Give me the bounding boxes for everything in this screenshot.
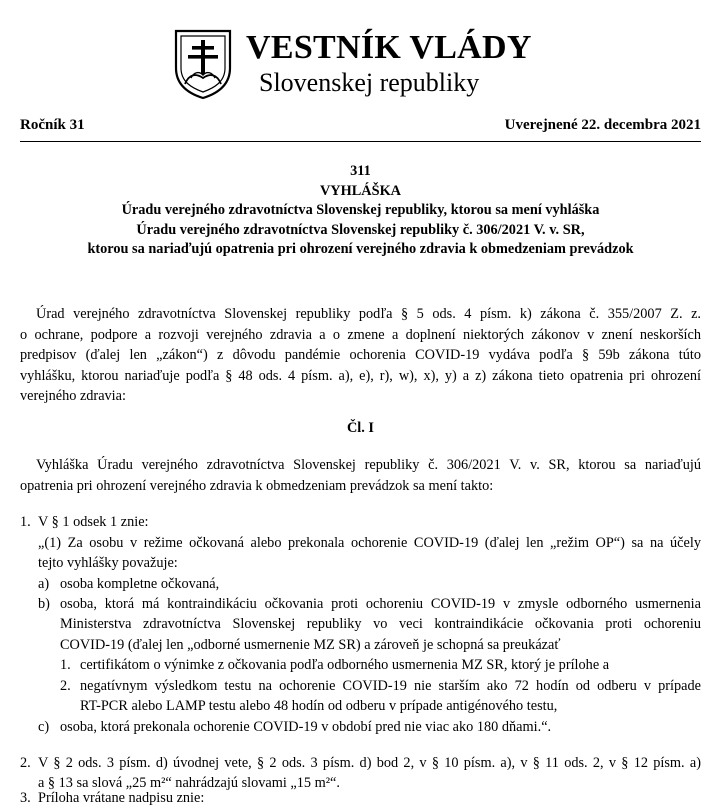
item-number: 1. (20, 514, 31, 530)
item-number: 2. (20, 755, 31, 771)
regulation-title-line: ktorou sa nariaďujú opatrenia pri ohrození verejného zdravia k obmedzeniam prevádzok (87, 241, 634, 257)
item-text: V § 2 ods. 3 písm. d) úvodnej vete, § 2 ods. 3 písm. d) bod 2, v § 10 písm. a), v § 11 ods. 2, v § 12 písm. a) (38, 755, 701, 771)
item-text: Príloha vrátane nadpisu znie: (38, 790, 205, 806)
point-text: certifikátom o výnimke z očkovania podľa odborného usmernenia MZ SR, ktorý je prílohe a (80, 657, 610, 673)
paragraph-line: Vyhláška Úradu verejného zdravotníctva Slovenskej republiky č. 306/2021 V. v. SR, ktorou sa nariaďujú (36, 457, 701, 473)
regulation-title-line: Úradu verejného zdravotníctva Slovenskej republiky, ktorou sa mení vyhláška (121, 202, 600, 218)
header-divider (20, 141, 701, 142)
point-text: negatívnym výsledkom testu na ochorenie COVID-19 nie starším ako 72 hodín od odberu v prípade (80, 678, 701, 694)
volume-label: Ročník 31 (20, 117, 85, 133)
quote-line: „(1) Za osobu v režime očkovaná alebo prekonala ochorenie COVID-19 (ďalej len „režim OP“) sa na účely (38, 535, 701, 551)
paragraph-line: verejného zdravia: (20, 388, 126, 404)
paragraph-line: o ochrane, podpore a rozvoji verejného zdravia a o zmene a doplnení niektorých zákonov v znení neskorších (20, 326, 701, 343)
item-text: a § 13 sa slová „25 m²“ nahrádzajú slovami „15 m²“. (38, 775, 340, 791)
regulation-title-line: Úradu verejného zdravotníctva Slovenskej republiky č. 306/2021 V. v. SR, (136, 221, 585, 238)
point-number: 2. (60, 678, 71, 694)
article-heading: Čl. I (346, 420, 374, 436)
paragraph-line: predpisov (ďalej len „zákon“) z dôvodu pandémie ochorenia COVID-19 vydáva podľa § 59b zákona túto (20, 347, 701, 363)
paragraph-line: Úrad verejného zdravotníctva Slovenskej republiky podľa § 5 ods. 4 písm. k) zákona č. 355/2007 Z. z. (36, 306, 701, 322)
sub-text: osoba, ktorá má kontraindikáciu očkovania proti ochoreniu COVID-19 v zmysle odborného usmernenia (60, 596, 701, 612)
regulation-number: 311 (350, 163, 371, 179)
quote-line: tejto vyhlášky považuje: (38, 555, 178, 571)
sub-letter: a) (38, 576, 50, 592)
gazette-subtitle: Slovenskej republiky (259, 68, 480, 97)
issue-info-row (20, 117, 701, 137)
sub-letter: b) (38, 596, 50, 612)
gazette-title: VESTNÍK VLÁDY (246, 29, 532, 66)
regulation-type: VYHLÁŠKA (319, 182, 402, 199)
sub-text: COVID-19 (ďalej len „odborné usmernenie MZ SR) a zároveň je schopná sa preukázať (60, 637, 561, 653)
publication-date: Uverejnené 22. decembra 2021 (504, 117, 701, 133)
paragraph-line: vyhlášku, ktorou nariaďuje podľa § 48 ods. 4 písm. a), e), r), w), x), y) a z) zákona tieto opatrenia pri ohrození (20, 367, 701, 384)
intro-paragraph (20, 304, 701, 407)
regulation-heading (20, 162, 701, 260)
sub-text: Ministerstva zdravotníctva Slovenskej republiky vo veci kontraindikácie očkovania proti ochoreniu (60, 616, 701, 632)
sub-letter: c) (38, 719, 50, 735)
paragraph-line: opatrenia pri ohrození verejného zdravia k obmedzeniam prevádzok sa mení takto: (20, 477, 494, 494)
point-number: 1. (60, 657, 71, 673)
item-lead: V § 1 odsek 1 znie: (38, 514, 149, 530)
article-intro-paragraph (20, 455, 701, 496)
slovak-coat-of-arms-icon (172, 28, 234, 100)
sub-text: osoba, ktorá prekonala ochorenie COVID-19 v období pred nie viac ako 180 dňami.“. (60, 719, 552, 735)
item-number: 3. (20, 790, 31, 806)
point-text: RT-PCR alebo LAMP testu alebo 48 hodín od odberu v prípade antigénového testu, (80, 698, 558, 714)
sub-text: osoba kompletne očkovaná, (60, 576, 220, 592)
